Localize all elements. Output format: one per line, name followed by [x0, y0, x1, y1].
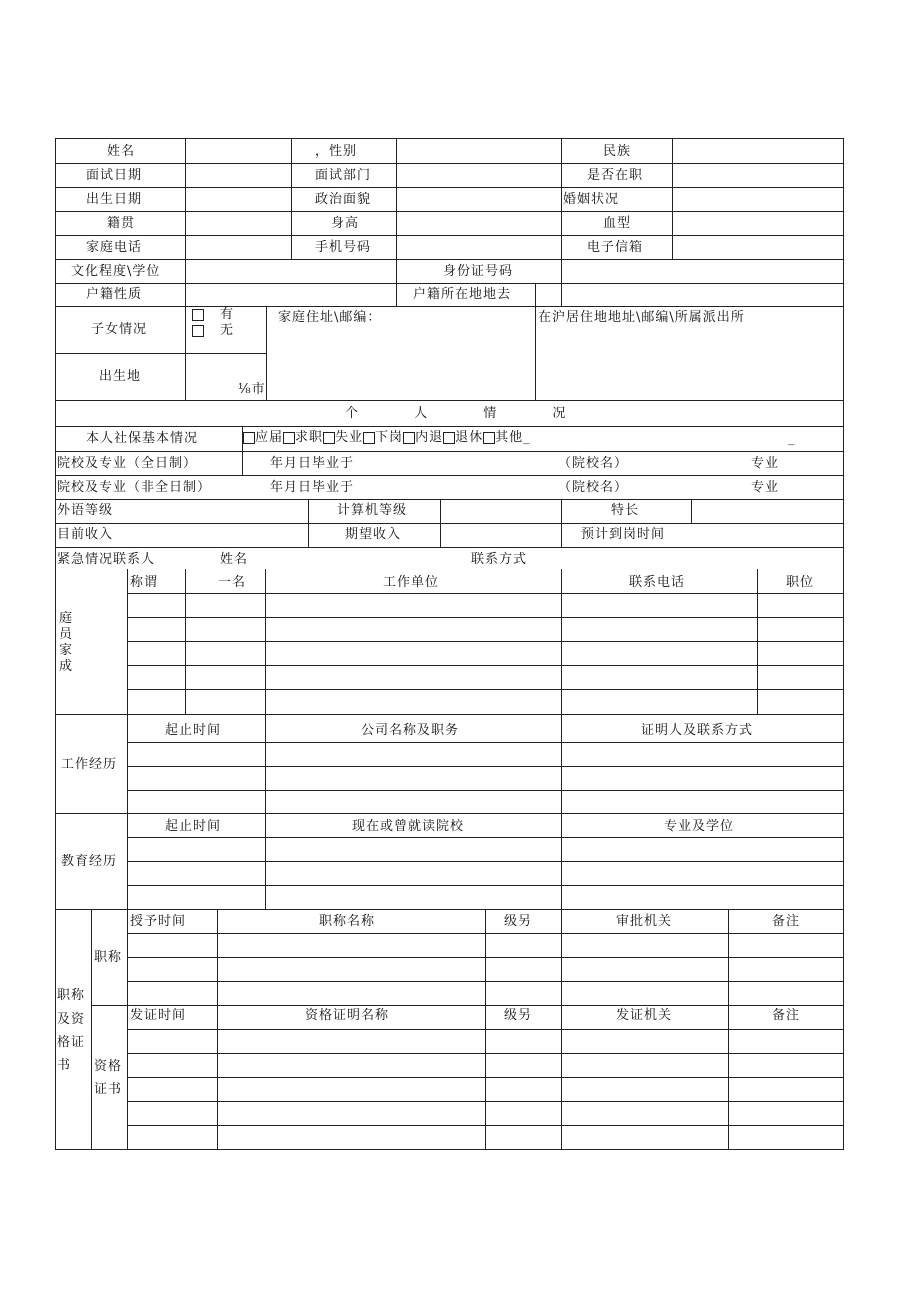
- name-label: 姓名: [107, 144, 136, 159]
- rule: [55, 714, 844, 715]
- political-label: 政治面貌: [315, 192, 372, 207]
- start-date-label: 预计到岗时间: [581, 527, 666, 542]
- foreign-lang-label: 外语等级: [57, 503, 114, 518]
- border-top: [55, 138, 844, 139]
- contact-method-label: 联系方式: [471, 552, 528, 567]
- graduated-fulltime: 年月日毕业于: [270, 456, 355, 471]
- children-yes-checkbox[interactable]: [192, 309, 204, 321]
- status-checkbox[interactable]: [243, 432, 255, 444]
- birthplace-label: 出生地: [99, 369, 142, 384]
- hukou-type-label: 户籍性质: [86, 287, 143, 302]
- major-fulltime: 专业: [751, 456, 780, 471]
- cert-sub-label-2: 证书: [94, 1082, 123, 1097]
- family-label-4: 成: [59, 659, 74, 674]
- ethnicity-label: 民族: [603, 144, 632, 159]
- rule: [127, 742, 844, 743]
- school-name-fulltime: （院校名）: [558, 456, 629, 471]
- rule: [265, 569, 266, 909]
- rule: [55, 259, 844, 260]
- status-option: 下岗: [375, 430, 404, 445]
- tail-blank[interactable]: _: [788, 431, 796, 446]
- rule: [728, 909, 729, 1150]
- rule: [127, 790, 844, 791]
- rule: [55, 909, 844, 910]
- emergency-contact-label: 紧急情况联系人: [57, 552, 156, 567]
- work-col-period: 起止时间: [165, 723, 222, 738]
- rule: [91, 909, 92, 1150]
- work-col-reference: 证明人及联系方式: [641, 723, 754, 738]
- status-option: 应届: [255, 430, 284, 445]
- gender-label: ，性别: [315, 144, 358, 159]
- rule: [127, 885, 844, 886]
- sh-address-label: 在沪居住地地址\邮编\所属派出所: [538, 310, 745, 325]
- status-checkbox[interactable]: [363, 432, 375, 444]
- rule: [55, 187, 844, 188]
- blood-type-label: 血型: [603, 216, 632, 231]
- qual-label-2: 及资: [57, 1012, 86, 1027]
- qual-label-1: 职称: [57, 988, 86, 1003]
- employed-label: 是否在职: [587, 168, 644, 183]
- children-no-checkbox[interactable]: [192, 325, 204, 337]
- rule: [55, 306, 844, 307]
- height-label: 身高: [331, 216, 360, 231]
- edu-col-school: 现在或曾就读院校: [352, 819, 465, 834]
- rule: [291, 138, 292, 259]
- major-parttime: 专业: [751, 480, 780, 495]
- edu-col-major: 专业及学位: [664, 819, 735, 834]
- family-label-1: 庭: [59, 611, 74, 626]
- rule: [185, 138, 186, 283]
- children-yes-label: 有: [220, 307, 235, 322]
- cert-sub-label-1: 资格: [94, 1059, 123, 1074]
- rule: [55, 163, 844, 164]
- title-col-date: 授予时间: [130, 914, 187, 929]
- rule: [55, 523, 844, 524]
- children-no-label: 无: [220, 323, 235, 338]
- qual-label-3: 格证: [57, 1035, 86, 1050]
- title-col-note: 备注: [772, 914, 801, 929]
- birth-date-label: 出生日期: [86, 192, 143, 207]
- school-parttime-label: 院校及专业（非全日制）: [57, 480, 212, 495]
- family-label-3: 家: [59, 643, 74, 658]
- rule: [55, 547, 844, 548]
- rule: [691, 499, 692, 523]
- other-blank[interactable]: _: [523, 430, 531, 445]
- school-fulltime-label: 院校及专业（全日制）: [57, 456, 198, 471]
- border-left: [55, 138, 56, 1150]
- rule: [185, 283, 186, 306]
- rule: [55, 283, 844, 284]
- rule: [55, 211, 844, 212]
- rule: [440, 499, 441, 547]
- children-label: 子女情况: [91, 322, 148, 337]
- status-options: [243, 430, 531, 448]
- cert-col-name: 资格证明名称: [305, 1008, 390, 1023]
- expected-income-label: 期望收入: [345, 527, 402, 542]
- personal-header: 个 人 情 况: [345, 406, 580, 421]
- status-checkbox[interactable]: [443, 432, 455, 444]
- title-col-name: 职称名称: [319, 914, 376, 929]
- work-label: 工作经历: [61, 757, 118, 772]
- cert-col-date: 发证时间: [130, 1008, 187, 1023]
- status-option: 失业: [335, 430, 364, 445]
- rule: [396, 138, 397, 306]
- rule: [55, 813, 844, 814]
- family-col-phone: 联系电话: [629, 575, 686, 590]
- home-address-label: 家庭住址\邮编：: [278, 310, 382, 325]
- rule: [535, 283, 536, 400]
- status-checkbox[interactable]: [483, 432, 495, 444]
- rule: [55, 426, 844, 427]
- status-checkbox[interactable]: [403, 432, 415, 444]
- status-option: 退休: [455, 430, 484, 445]
- rule: [127, 837, 844, 838]
- city-suffix: ⅛市: [238, 382, 266, 397]
- marital-label: 婚姻状况: [563, 192, 620, 207]
- current-income-label: 目前收入: [57, 527, 114, 542]
- rule: [55, 353, 266, 354]
- rule: [55, 499, 844, 500]
- cert-col-authority: 发证机关: [616, 1008, 673, 1023]
- title-col-authority: 审批机关: [616, 914, 673, 929]
- family-col-employer: 工作单位: [383, 575, 440, 590]
- rule: [561, 138, 562, 306]
- social-security-label: 本人社保基本情况: [86, 431, 199, 446]
- rule: [757, 569, 758, 714]
- qual-label-4: 书: [57, 1058, 72, 1073]
- status-checkbox[interactable]: [283, 432, 295, 444]
- rule: [127, 569, 128, 1150]
- work-col-company: 公司名称及职务: [361, 723, 460, 738]
- rule: [91, 1005, 844, 1006]
- cert-col-level: 级另: [504, 1008, 533, 1023]
- education-label: 教育经历: [61, 854, 118, 869]
- specialty-label: 特长: [611, 503, 640, 518]
- rule: [561, 569, 562, 909]
- rule: [127, 861, 844, 862]
- rule: [308, 499, 309, 547]
- rule: [127, 593, 844, 594]
- education-degree-label: 文化程度\学位: [71, 264, 161, 279]
- rule: [561, 499, 562, 547]
- cert-col-note: 备注: [772, 1008, 801, 1023]
- mobile-label: 手机号码: [315, 240, 372, 255]
- status-option: 内退: [415, 430, 444, 445]
- native-place-label: 籍贯: [107, 216, 136, 231]
- title-col-level: 级另: [504, 914, 533, 929]
- rule: [55, 451, 844, 452]
- edu-col-period: 起止时间: [165, 819, 222, 834]
- email-label: 电子信箱: [587, 240, 644, 255]
- status-option: 求职: [295, 430, 324, 445]
- id-number-label: 身份证号码: [443, 264, 514, 279]
- rule: [672, 138, 673, 259]
- rule: [217, 909, 218, 1150]
- emergency-name-label: 姓名: [220, 552, 249, 567]
- rule: [561, 909, 562, 1150]
- rule: [185, 569, 186, 714]
- rule: [266, 306, 267, 400]
- rule: [55, 235, 844, 236]
- rule: [55, 400, 844, 401]
- family-col-title: 称谓: [130, 575, 159, 590]
- computer-label: 计算机等级: [337, 503, 408, 518]
- title-sub-label: 职称: [94, 950, 123, 965]
- rule: [127, 665, 844, 666]
- border-right: [843, 138, 844, 1150]
- family-col-position: 职位: [786, 575, 815, 590]
- family-label-2: 员: [59, 627, 74, 642]
- school-name-parttime: （院校名）: [558, 480, 629, 495]
- interview-dept-label: 面试部门: [315, 168, 372, 183]
- rule: [185, 306, 186, 400]
- rule: [485, 909, 486, 1150]
- status-checkbox[interactable]: [323, 432, 335, 444]
- status-option: 其他: [495, 430, 524, 445]
- interview-date-label: 面试日期: [86, 168, 143, 183]
- graduated-parttime: 年月日毕业于: [270, 480, 355, 495]
- hukou-location-label: 户籍所在地地去: [413, 287, 512, 302]
- rule: [127, 766, 844, 767]
- rule: [127, 689, 844, 690]
- rule: [127, 641, 844, 642]
- border-bottom: [55, 1149, 844, 1150]
- rule: [127, 617, 844, 618]
- family-col-name: 一名: [218, 575, 247, 590]
- home-phone-label: 家庭电话: [86, 240, 143, 255]
- rule: [55, 475, 844, 476]
- application-form: [55, 138, 844, 1150]
